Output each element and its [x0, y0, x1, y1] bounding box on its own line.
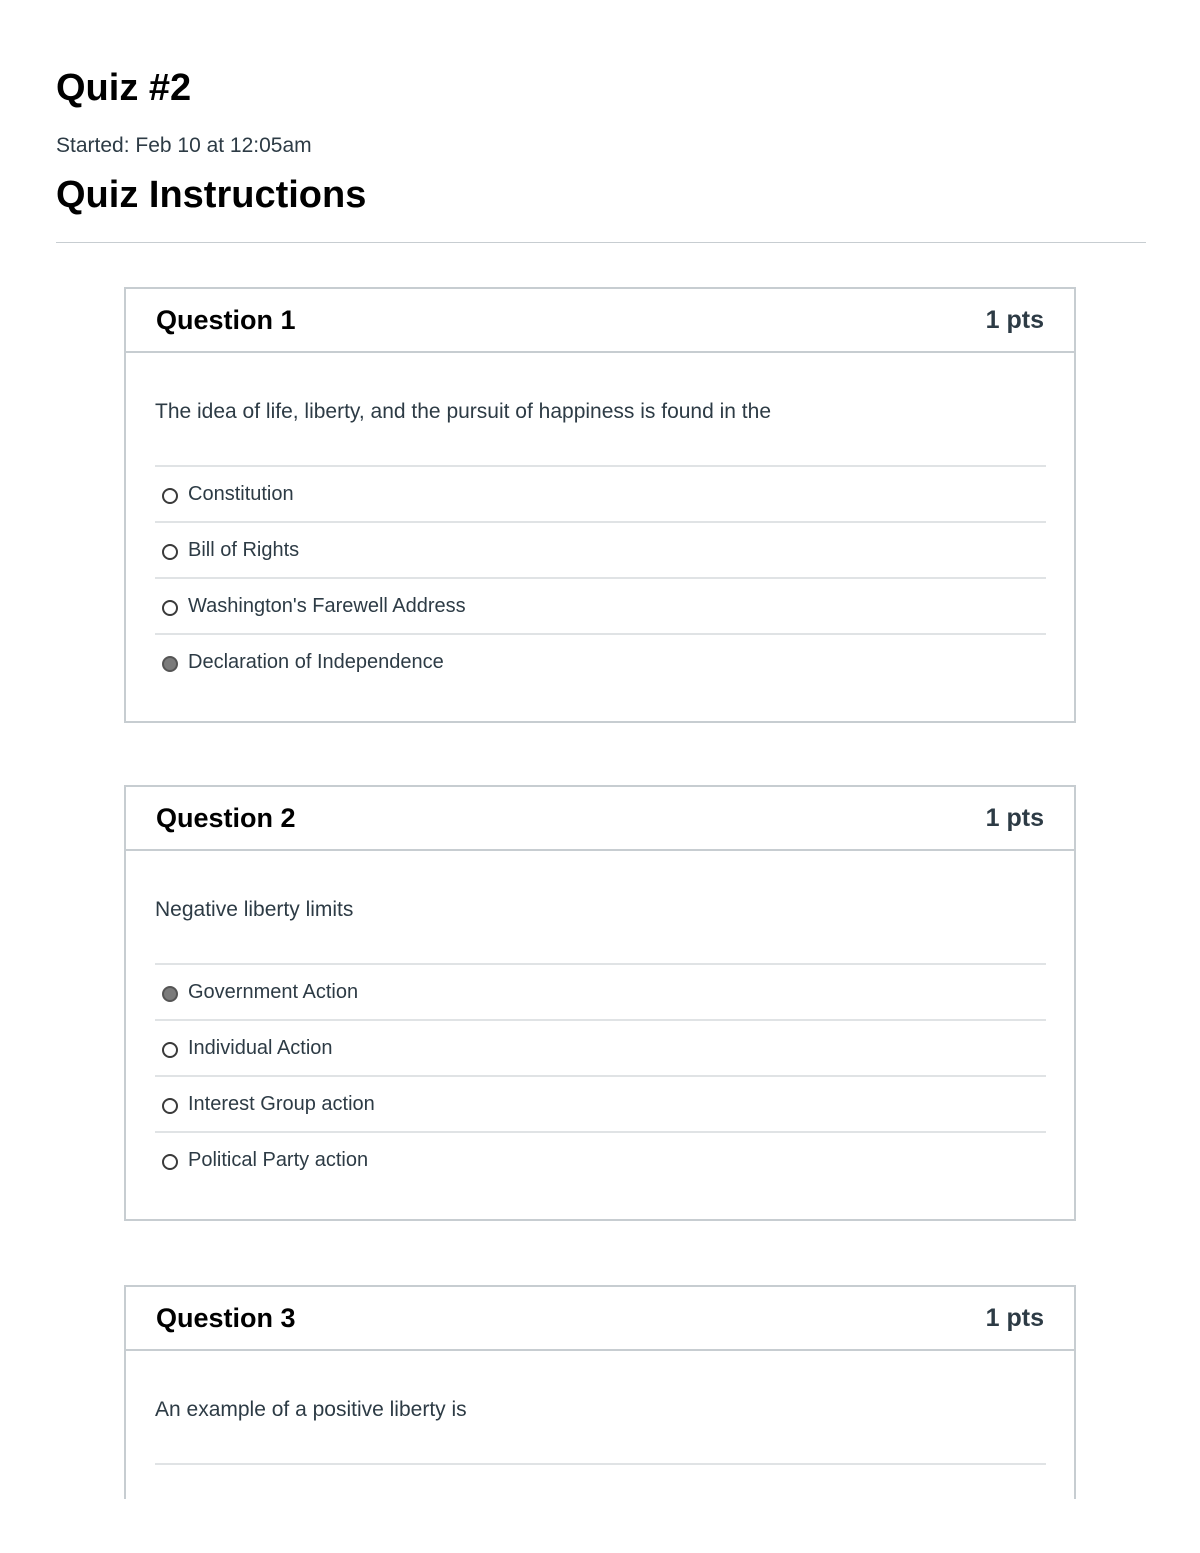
answer-option[interactable]	[155, 1133, 1046, 1187]
question-points: 1 pts	[985, 1303, 1044, 1332]
answer-option[interactable]	[155, 579, 1046, 635]
answer-option[interactable]	[155, 1021, 1046, 1077]
quiz-instructions-heading: Quiz Instructions	[56, 174, 367, 216]
question-text: The idea of life, liberty, and the pursuit of happiness is found in the	[155, 400, 771, 423]
answer-list	[155, 1463, 1046, 1465]
radio-button[interactable]	[162, 488, 178, 504]
answer-option[interactable]	[155, 467, 1046, 523]
question-card-2	[124, 785, 1076, 1221]
radio-button[interactable]	[162, 544, 178, 560]
answer-label: Constitution	[188, 483, 294, 505]
answer-option[interactable]	[155, 965, 1046, 1021]
radio-button[interactable]	[162, 1098, 178, 1114]
radio-button[interactable]	[162, 1042, 178, 1058]
question-text: An example of a positive liberty is	[155, 1398, 467, 1421]
answer-label: Interest Group action	[188, 1093, 375, 1115]
answer-label: Political Party action	[188, 1149, 369, 1171]
answer-option[interactable]	[155, 635, 1046, 689]
page-title: Quiz #2	[56, 67, 192, 109]
answer-list	[155, 465, 1046, 689]
question-header	[126, 787, 1074, 851]
question-name: Question 3	[156, 1302, 296, 1333]
answer-option[interactable]	[155, 1077, 1046, 1133]
answer-label: Bill of Rights	[188, 539, 300, 561]
answer-list	[155, 963, 1046, 1187]
radio-button-selected[interactable]	[162, 656, 178, 672]
question-name: Question 2	[156, 802, 296, 833]
question-body	[126, 851, 1074, 1187]
question-body	[126, 1351, 1074, 1465]
answer-label: Declaration of Independence	[188, 651, 444, 673]
question-header	[126, 1287, 1074, 1351]
header-divider	[56, 242, 1146, 243]
radio-button-selected[interactable]	[162, 986, 178, 1002]
answer-option[interactable]	[155, 523, 1046, 579]
question-body	[126, 353, 1074, 689]
question-name: Question 1	[156, 304, 296, 335]
started-timestamp: Started: Feb 10 at 12:05am	[56, 134, 312, 157]
answer-label: Individual Action	[188, 1037, 333, 1059]
answer-label: Government Action	[188, 981, 359, 1003]
question-header	[126, 289, 1074, 353]
question-points: 1 pts	[985, 305, 1044, 334]
radio-button[interactable]	[162, 1154, 178, 1170]
question-card-1	[124, 287, 1076, 723]
question-card-3	[124, 1285, 1076, 1499]
question-text: Negative liberty limits	[155, 898, 354, 921]
question-points: 1 pts	[985, 803, 1044, 832]
radio-button[interactable]	[162, 600, 178, 616]
answer-label: Washington's Farewell Address	[188, 595, 466, 617]
